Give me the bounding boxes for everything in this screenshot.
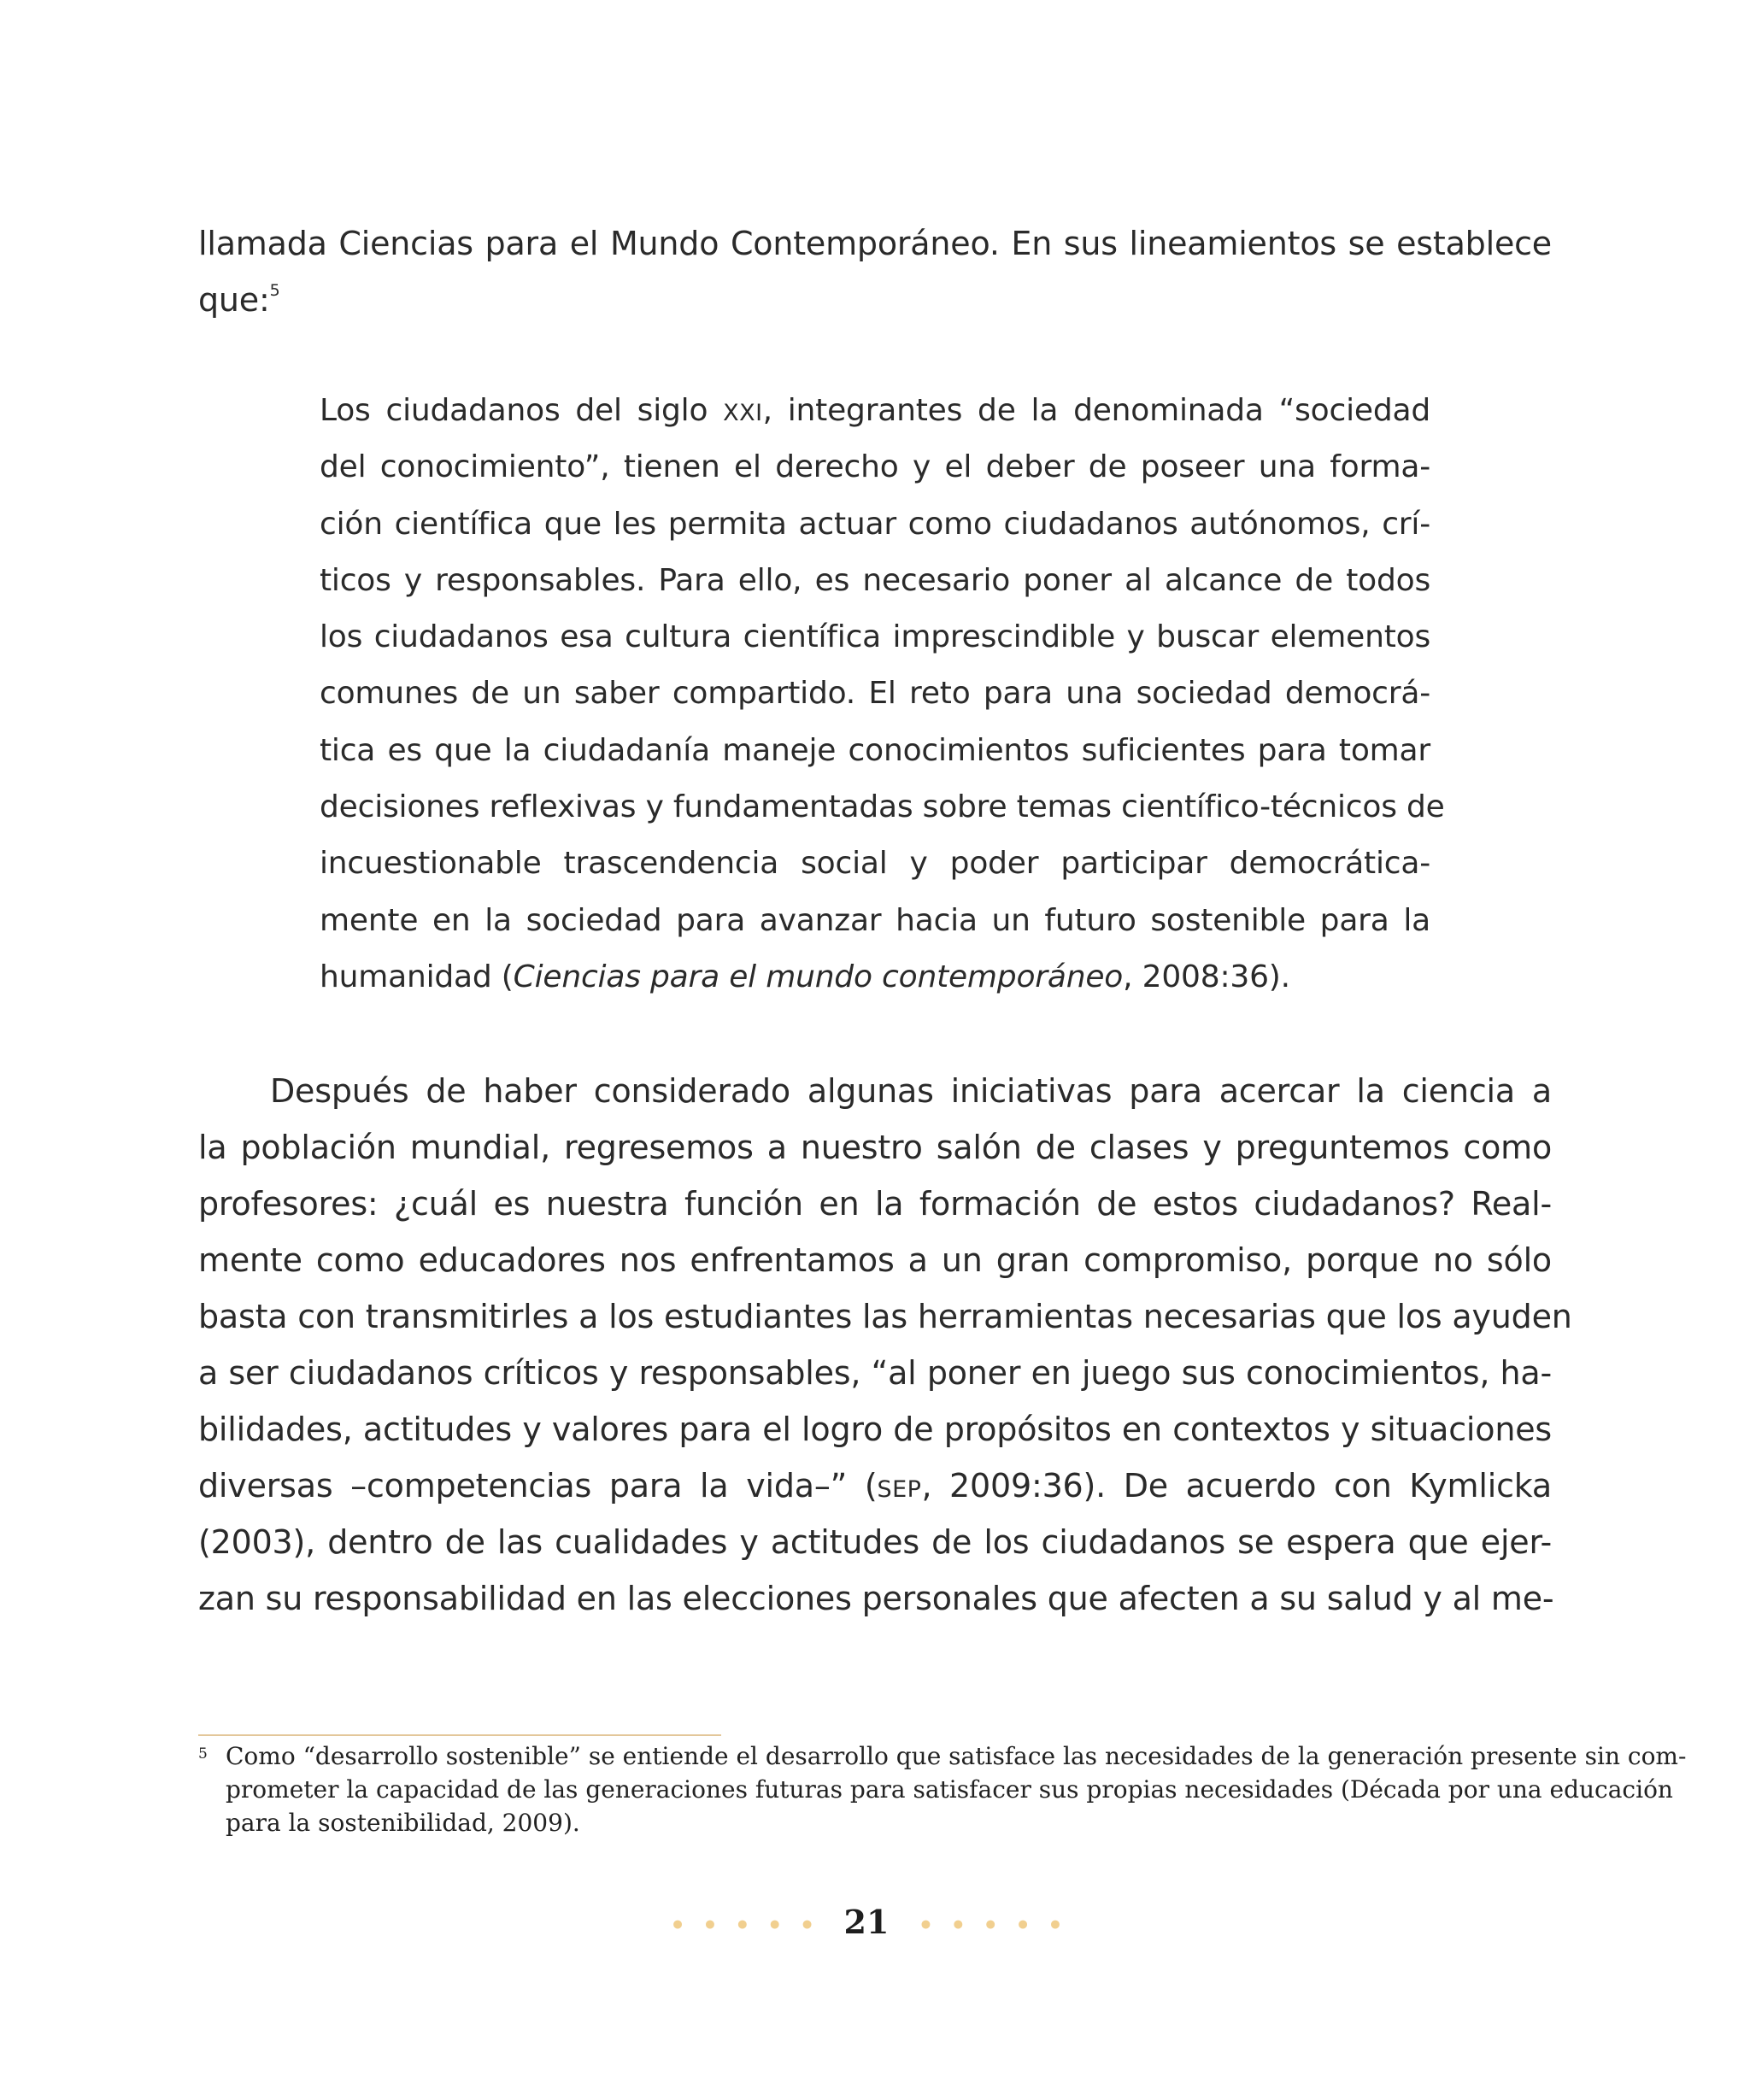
quote-line-2: del conocimiento”, tienen el derecho y el deber de poseer una forma- <box>320 449 1430 485</box>
body-line-8-text: diversas –competencias para la vida–” ( <box>198 1467 878 1505</box>
body-line-5: basta con transmitirles a los estudiantes las herramientas necesarias que los ayuden <box>198 1298 1572 1335</box>
body-line-2: la población mundial, regresemos a nuestro salón de clases y preguntemos como <box>198 1129 1552 1166</box>
quote-line-9: incuestionable trascendencia social y poder participar democrática- <box>320 846 1430 882</box>
quote-line-1-rest: , integrantes de la denominada “sociedad <box>762 393 1430 428</box>
page-footer <box>0 1898 1750 1950</box>
quote-line-5: los ciudadanos esa cultura científica imprescindible y buscar elementos <box>320 619 1430 655</box>
quote-line-6: comunes de un saber compartido. El reto para una sociedad democrá- <box>320 676 1430 712</box>
quote-line-11-text: humanidad ( <box>320 959 514 994</box>
citation-rest: , 2008:36). <box>1123 959 1290 994</box>
quote-line-1 <box>320 383 1430 439</box>
body-line-8-rest: , 2009:36). De acuerdo con Kymlicka <box>921 1467 1552 1505</box>
footnote-line-2: prometer la capacidad de las generaciones futuras para satisfacer sus propias necesidades (Década por una educación <box>226 1775 1673 1804</box>
quote-line-11 <box>320 949 1430 1006</box>
body-line-9: (2003), dentro de las cualidades y actitudes de los ciudadanos se espera que ejer- <box>198 1523 1552 1561</box>
block-quote <box>320 383 1445 1006</box>
footnote-line-1: Como “desarrollo sostenible” se entiende el desarrollo que satisface las necesidades de la generación presente sin com- <box>226 1742 1687 1770</box>
quote-line-3: ción científica que les permita actuar como ciudadanos autónomos, crí- <box>320 506 1430 542</box>
century-smallcaps: XXI <box>723 400 763 426</box>
decorative-dots-right: ••••• <box>918 1910 1080 1939</box>
intro-line-2-text: que: <box>198 281 270 319</box>
intro-line-2 <box>198 272 1552 328</box>
footnote-reference[interactable]: 5 <box>269 281 280 300</box>
body-line-6: a ser ciudadanos críticos y responsables, “al poner en juego sus conocimientos, ha- <box>198 1354 1552 1392</box>
citation-title: Ciencias para el mundo contemporáneo <box>513 959 1124 994</box>
page-number: 21 <box>843 1903 890 1941</box>
footnote <box>198 1739 1687 1839</box>
footnote-line-3: para la sostenibilidad, 2009). <box>226 1809 580 1837</box>
body-line-8 <box>198 1458 1552 1514</box>
body-line-10: zan su responsabilidad en las elecciones personales que afecten a su salud y al me- <box>198 1580 1554 1617</box>
decorative-dots-left: ••••• <box>670 1910 832 1939</box>
footnote-number: 5 <box>198 1745 208 1763</box>
body-line-4: mente como educadores nos enfrentamos a un gran compromiso, porque no sólo <box>198 1241 1552 1279</box>
quote-line-1-text: Los ciudadanos del siglo <box>320 393 724 428</box>
quote-line-7: tica es que la ciudadanía maneje conocimientos suficientes para tomar <box>320 732 1430 768</box>
sep-smallcaps: SEP <box>877 1476 922 1503</box>
body-line-3: profesores: ¿cuál es nuestra función en la formación de estos ciudadanos? Real- <box>198 1185 1552 1223</box>
body-paragraph <box>198 1063 1572 1627</box>
quote-line-10: mente en la sociedad para avanzar hacia un futuro sostenible para la <box>320 902 1430 938</box>
body-line-7: bilidades, actitudes y valores para el logro de propósitos en contextos y situaciones <box>198 1411 1552 1448</box>
intro-paragraph <box>198 215 1552 328</box>
quote-line-4: ticos y responsables. Para ello, es necesario poner al alcance de todos <box>320 562 1430 598</box>
footnote-divider <box>198 1734 721 1736</box>
intro-line-1: llamada Ciencias para el Mundo Contemporáneo. En sus lineamientos se establece <box>198 225 1552 262</box>
body-line-1: Después de haber considerado algunas iniciativas para acercar la ciencia a <box>270 1072 1552 1110</box>
quote-line-8: decisiones reflexivas y fundamentadas sobre temas científico-técnicos de <box>320 789 1445 825</box>
